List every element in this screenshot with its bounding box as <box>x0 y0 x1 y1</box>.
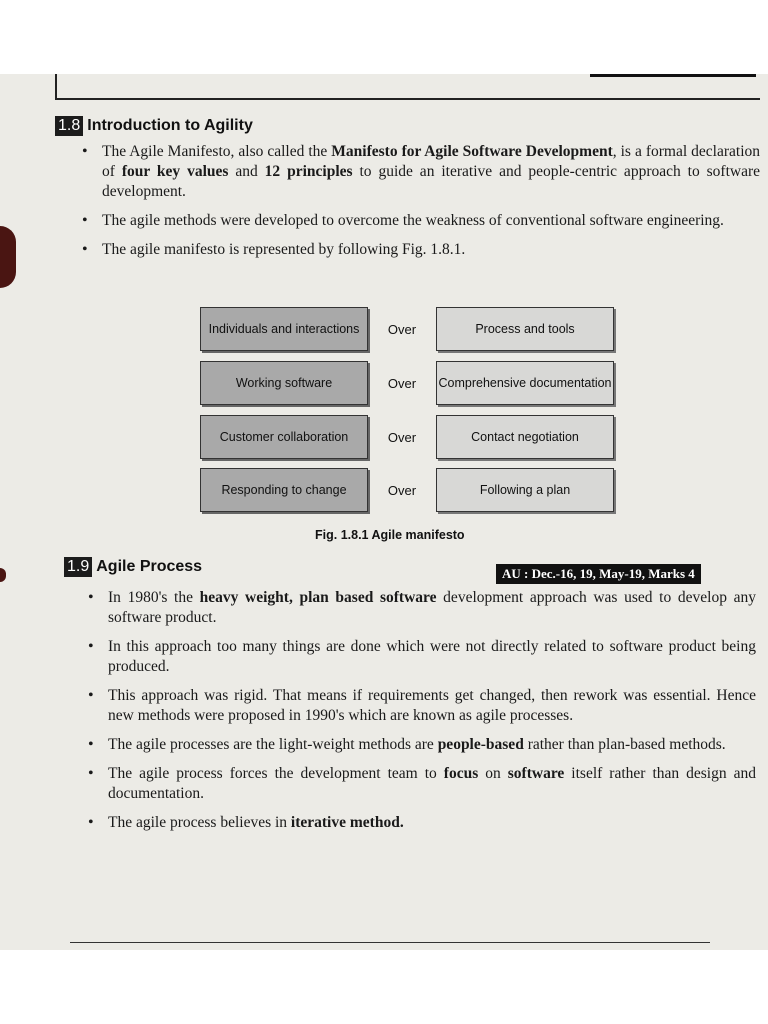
list-item: • In 1980's the heavy weight, plan based software development approach was used to develop any software product. <box>84 588 756 628</box>
bullet-list-1-8 <box>78 142 760 269</box>
value-box-right: Contact negotiation <box>436 415 614 459</box>
top-border-tick <box>590 74 756 77</box>
section-number: 1.9 <box>64 557 92 577</box>
list-item: • The agile methods were developed to overcome the weakness of conventional software engineering. <box>78 211 760 231</box>
binder-hole-mark <box>0 226 16 288</box>
value-box-left: Individuals and interactions <box>200 307 368 351</box>
list-item: • In this approach too many things are done which were not directly related to software product being produced. <box>84 637 756 677</box>
binder-hole-mark-small <box>0 568 6 582</box>
list-item: • This approach was rigid. That means if requirements get changed, then rework was essential. Hence new methods were proposed in 1990's which are known as agile processes. <box>84 686 756 726</box>
list-item: • The agile process believes in iterative method. <box>84 813 756 833</box>
section-heading-1-9 <box>64 557 202 577</box>
bullet-list-1-9 <box>84 588 756 842</box>
section-number: 1.8 <box>55 116 83 136</box>
value-box-right: Comprehensive documentation <box>436 361 614 405</box>
section-title: Introduction to Agility <box>87 117 253 134</box>
agile-manifesto-figure <box>200 307 616 513</box>
over-label: Over <box>387 483 417 498</box>
list-item: • The agile manifesto is represented by following Fig. 1.8.1. <box>78 240 760 260</box>
scanned-page <box>0 74 768 950</box>
section-title: Agile Process <box>96 558 203 575</box>
list-item: • The Agile Manifesto, also called the Manifesto for Agile Software Development, is a formal declaration of four key values and 12 principles to guide an iterative and people-centric approach to software development. <box>78 142 760 202</box>
value-box-left: Working software <box>200 361 368 405</box>
over-label: Over <box>387 376 417 391</box>
value-box-left: Responding to change <box>200 468 368 512</box>
list-item: • The agile processes are the light-weight methods are people-based rather than plan-based methods. <box>84 735 756 755</box>
bottom-rule <box>70 942 710 943</box>
over-label: Over <box>387 322 417 337</box>
section-heading-1-8 <box>55 116 253 136</box>
exam-reference-badge: AU : Dec.-16, 19, May-19, Marks 4 <box>496 564 701 584</box>
over-label: Over <box>387 430 417 445</box>
figure-caption: Fig. 1.8.1 Agile manifesto <box>315 528 465 542</box>
list-item: • The agile process forces the development team to focus on software itself rather than design and documentation. <box>84 764 756 804</box>
value-box-right: Following a plan <box>436 468 614 512</box>
top-border-rule <box>55 74 760 100</box>
value-box-right: Process and tools <box>436 307 614 351</box>
value-box-left: Customer collaboration <box>200 415 368 459</box>
